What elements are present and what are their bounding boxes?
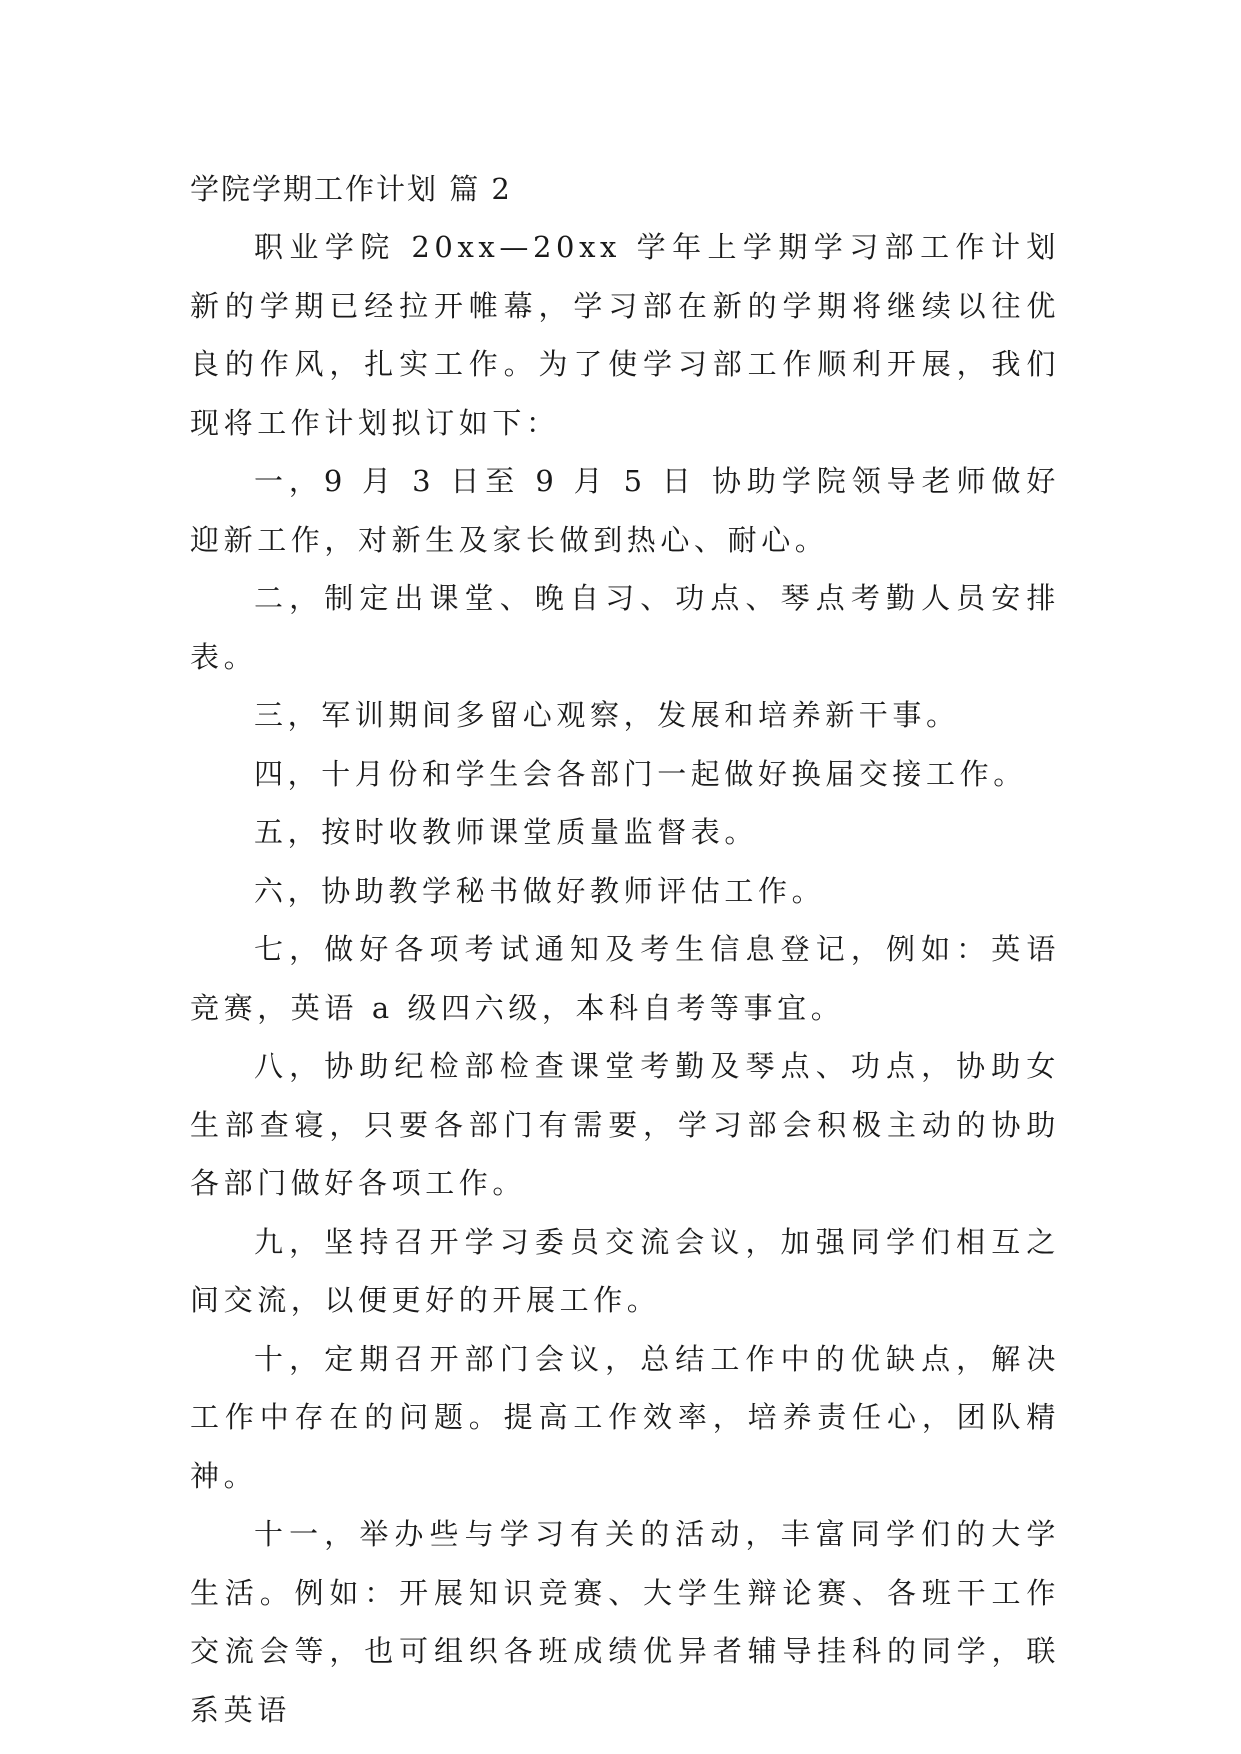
plan-item-4: 四，十月份和学生会各部门一起做好换届交接工作。 bbox=[254, 756, 1027, 791]
plan-item-7: 七，做好各项考试通知及考生信息登记，例如：英语竞赛，英语 a 级四六级，本科自考等事宜。 bbox=[190, 932, 1060, 1025]
plan-item-8: 八，协助纪检部检查课堂考勤及琴点、功点，协助女生部查寝，只要各部门有需要，学习部会积极主动的协助各部门做好各项工作。 bbox=[190, 1049, 1060, 1200]
document-title: 学院学期工作计划 篇 2 bbox=[190, 172, 512, 206]
plan-item-1: 一，9 月 3 日至 9 月 5 日 协助学院领导老师做好迎新工作，对新生及家长做到热心、耐心。 bbox=[190, 464, 1060, 557]
plan-item-3: 三，军训期间多留心观察，发展和培养新干事。 bbox=[254, 698, 960, 732]
plan-item-11: 十一，举办些与学习有关的活动，丰富同学们的大学生活。例如：开展知识竞赛、大学生辩论赛、各班干工作交流会等，也可组织各班成绩优异者辅导挂科的同学，联系英语 bbox=[190, 1517, 1060, 1727]
plan-item-2: 二，制定出课堂、晚自习、功点、琴点考勤人员安排表。 bbox=[190, 581, 1060, 674]
plan-item-6: 六，协助教学秘书做好教师评估工作。 bbox=[254, 873, 826, 908]
plan-item-5: 五，按时收教师课堂质量监督表。 bbox=[254, 815, 759, 849]
plan-item-10: 十，定期召开部门会议，总结工作中的优缺点，解决工作中存在的问题。提高工作效率，培养责任心，团队精神。 bbox=[190, 1341, 1060, 1493]
intro-paragraph: 职业学院 20xx—20xx 学年上学期学习部工作计划新的学期已经拉开帷幕，学习部在新的学期将继续以往优良的作风，扎实工作。为了使学习部工作顺利开展，我们现将工作计划拟订如下： bbox=[190, 230, 1060, 440]
document-body bbox=[190, 160, 1060, 1739]
plan-item-9: 九，坚持召开学习委员交流会议，加强同学们相互之间交流，以便更好的开展工作。 bbox=[190, 1224, 1060, 1317]
